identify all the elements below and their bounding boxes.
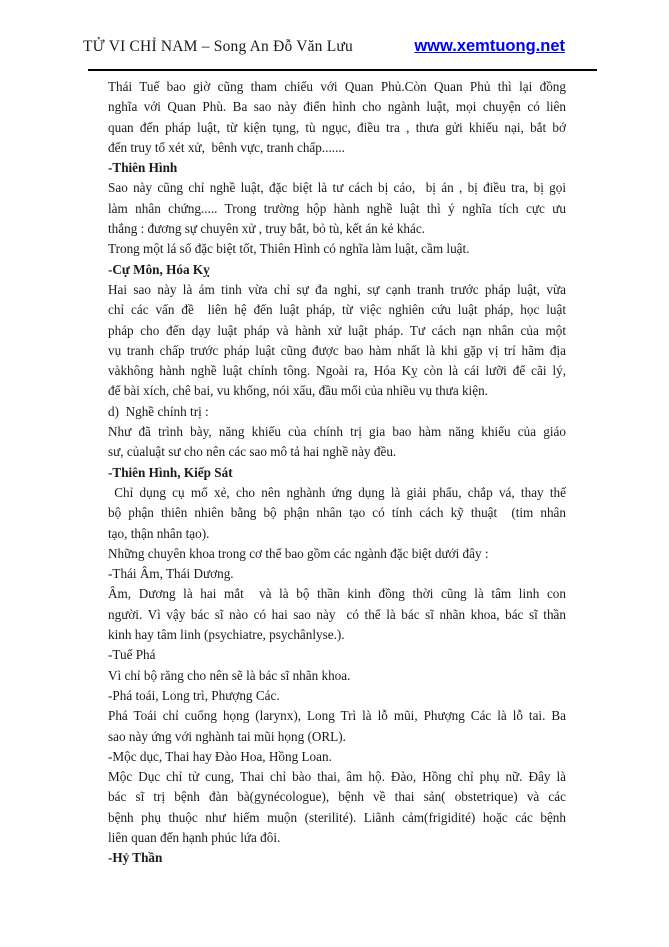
text-line: d) Nghề chính trị :: [108, 403, 209, 419]
text-line: -Phá toái, Long trì, Phượng Các.: [108, 687, 280, 703]
text-line: Âm, Dương là hai mắt và là bộ thần kinh đồng thời cũng là tâm linh con: [108, 586, 566, 602]
text-line: đến truy tố xét xử, bênh vực, tranh chấp.......: [108, 139, 345, 155]
text-line: Thái Tuế bao giờ cũng tham chiếu với Quan Phủ.Còn Quan Phủ thì lại đồng: [108, 79, 566, 94]
text-line: quan đến pháp luật, từ kiện tụng, tù ngục, điều tra , thưa gửi khiếu nại, bắt bớ: [108, 119, 566, 135]
text-line: bộ phận thiên nhiên bằng bộ phận nhân tạo có tính cách kỹ thuật (tim nhân: [108, 505, 566, 521]
text-line: vàkhông hành nghề luật chính tông. Ngoài ra, Hóa Kỵ còn là cái lưỡi để cãi lý,: [108, 363, 566, 379]
text-line: Mộc Dục chỉ tử cung, Thai chỉ bào thai, âm hộ. Đào, Hồng chỉ phụ nữ. Đây là: [108, 769, 566, 785]
text-line: nghĩa với Quan Phù. Ba sao này điển hình cho ngành luật, mọi chuyện có liên: [108, 99, 566, 115]
text-line: Vì chỉ bộ răng cho nên sẽ là bác sĩ nhãn khoa.: [108, 667, 351, 683]
text-line: sư, củaluật sư cho nên các sao mô tả hai nghề này đều.: [108, 444, 397, 460]
text-line: -Tuế Phá: [108, 647, 156, 663]
text-line: kinh hay tâm linh (psychiatre, psychânlyse.).: [108, 627, 345, 643]
heading-line: -Thiên Hình: [108, 160, 178, 176]
text-line: để bài xích, chê bai, vu khống, nói xấu, đầu mối của nhiều vụ thưa kiện.: [108, 383, 488, 399]
text-line: sao này ứng với nghành tai mũi họng (ORL).: [108, 728, 346, 744]
text-line: Chỉ dụng cụ mổ xẻ, cho nên nghành ứng dụng là giải phẩu, chắp vá, thay thế: [108, 484, 566, 500]
text-line: -Mộc dục, Thai hay Đào Hoa, Hồng Loan.: [108, 748, 332, 764]
heading-line: -Cự Môn, Hóa Kỵ: [108, 261, 210, 277]
text-line: pháp cho đến dạy luật pháp và hành xử luật pháp. Tư cách nạn nhân của một: [108, 322, 566, 338]
text-line: bác sĩ trị bệnh đàn bà(gynécologue), bệnh về thai sản( obstetrique) và các: [108, 789, 566, 805]
text-line: -Thái Âm, Thái Dương.: [108, 566, 234, 582]
text-line: người. Vì vậy bác sĩ nào có hai sao này có thể là bác sĩ nhãn khoa, bác sĩ thần: [108, 606, 566, 622]
header-rule: [88, 69, 597, 71]
document-body: [108, 77, 566, 869]
text-line: Phá Toái chỉ cuống họng (larynx), Long Trì là lỗ mũi, Phượng Các là lỗ tai. Ba: [108, 708, 566, 724]
text-line: chỉ các vấn đề liên hệ đến luật pháp, từ việc nghiên cứu luật pháp, học luật: [108, 302, 566, 318]
heading-line: -Hỷ Thần: [108, 850, 163, 866]
text-line: Hai sao này là ám tinh vừa chỉ sự đa nghi, sự cạnh tranh trước pháp luật, vừa: [108, 281, 566, 297]
document-header-title: TỬ VI CHỈ NAM – Song An Đỗ Văn Lưu: [83, 38, 353, 55]
text-line: liên quan đến hạnh phúc lứa đôi.: [108, 829, 281, 845]
text-line: bệnh phụ thuộc như hiếm muộn (sterilité). Liãnh cảm(frigidité) hoặc các bệnh: [108, 809, 566, 825]
heading-line: -Thiên Hình, Kiếp Sát: [108, 464, 233, 480]
text-line: làm nhân chứng..... Trong trường hộp hành nghề luật thì ý nghĩa tích cực ưu: [108, 200, 566, 216]
text-line: vụ tranh chấp trước pháp luật cũng được bao hàm nhất là khi gặp vị trí hãm địa: [108, 342, 566, 358]
text-line: Những chuyên khoa trong cơ thể bao gồm các ngành đặc biệt dưới đây :: [108, 545, 489, 561]
document-header: [0, 0, 669, 70]
text-line: tạo, thận nhân tạo).: [108, 525, 210, 541]
text-line: thắng : đương sự chuyên xử , truy bắt, bỏ tù, kết án kẻ khác.: [108, 221, 426, 237]
text-line: Sao này cũng chỉ nghề luật, đặc biệt là tư cách bị cáo, bị án , bị điều tra, bị gọi: [108, 180, 566, 196]
website-link[interactable]: www.xemtuong.net: [414, 37, 565, 55]
text-line: Như đã trình bày, năng khiếu của chính trị gia bao hàm năng khiếu của giáo: [108, 424, 566, 440]
text-line: Trong một lá số đặc biệt tốt, Thiên Hình có nghĩa làm luật, cầm luật.: [108, 241, 470, 257]
